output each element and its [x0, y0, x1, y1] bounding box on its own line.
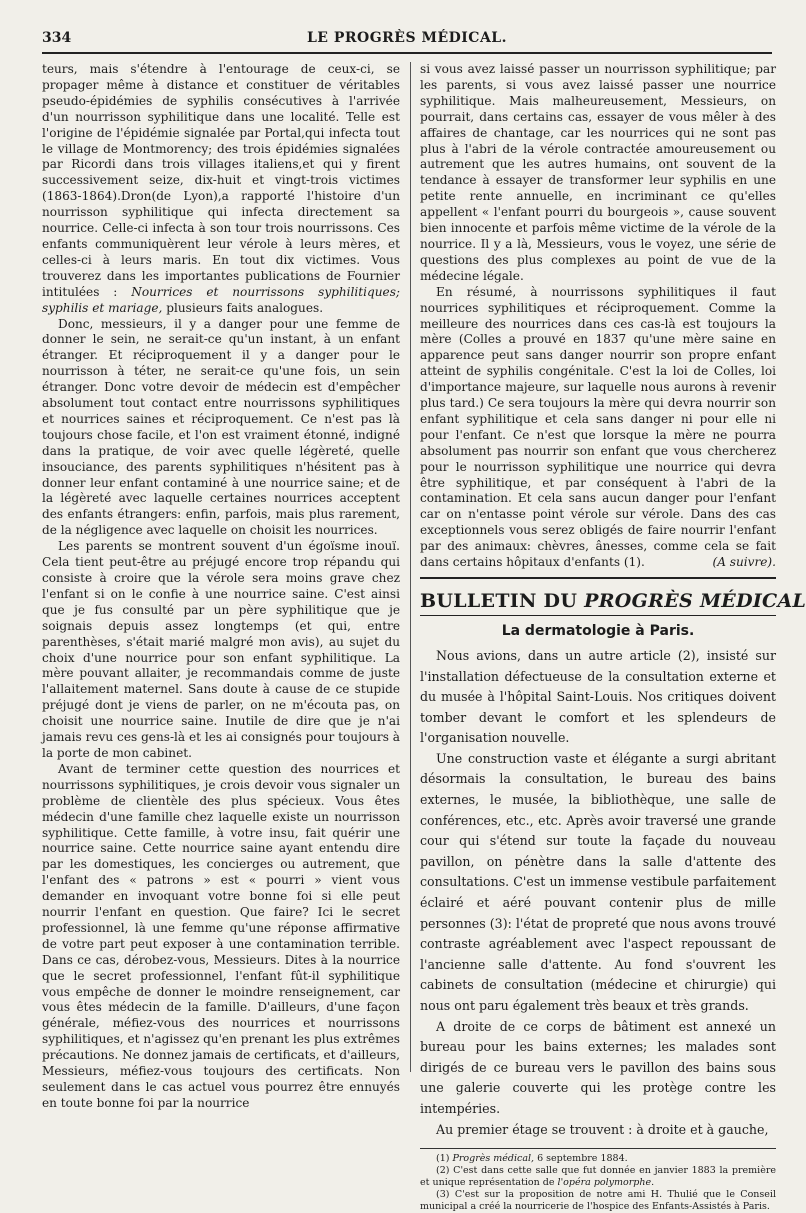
bulletin-heading-part: PROGRÈS MÉDICAL — [584, 590, 806, 612]
article-body — [420, 646, 776, 1140]
page-number: 334 — [42, 30, 72, 46]
paragraph: Donc, messieurs, il y a danger pour une femme de donner le sein, ne serait-ce qu'un instant, à un enfant étranger. Et réciproquement il y a danger pour le nourrisson à téter, ne serait-ce qu'une fois, un sein étranger. Donc votre devoir de médecin est d'empêcher absolument tout contact entre nourrissons syphilitiques et nourrices saines et réciproquement. Ce n'est pas là toujours chose facile, et l'on est vraiment étonné, indigné dans la pratique, de voir avec quelle légèreté, quelle insouciance, des parents syphilitiques n'hésitent pas à donner leur enfant contaminé à une nourrice saine; et de la légèreté avec laquelle certaines nourrices acceptent des enfants étrangers: enfin, parfois, mais plus rarement, de la négligence avec laquelle on choisit les nourrices. — [42, 316, 400, 538]
text-run: teurs, mais s'étendre à l'entourage de ceux-ci, se propager même à distance et constituer de véritables pseudo-épidémies de syphilis consécutives à l'arrivée d'un nourrisson syphilitique dans une localité. Telle est l'origine de l'épidémie signalée par Portal,qui infecta tout le village de Montmorency; des trois épidémies signalées par Ricordi dans trois villages italiens,et qui y firent successivement seize, dix-huit et vingt-trois victimes (1863-1864).Dron(de Lyon),a rapporté l'histoire d'un nourrisson syphilitique qui infecta directement sa nourrice. Celle-ci infecta à son tour trois nourrissons. Ces enfants communiquèrent leur vérole à leurs mères, et celles-ci à leurs maris. En tout dix victimes. Vous trouverez dans les importantes publications de Fournier intitulées : — [42, 62, 400, 299]
article-title: La dermatologie à Paris. — [501, 623, 695, 639]
paragraph: Une construction vaste et élégante a surgi abritant désormais la consultation, le bureau des bains externes, le musée, la bibliothèque, une salle de conférences, etc., etc. Après avoir traversé une grande cour qui s'étend sur toute la façade du nouveau pavillon, on pénètre dans la salle d'attente des consultations. C'est un immense vestibule parfaitement éclairé et aéré pouvant contenir plus de mille personnes (3): l'état de propreté que nous avons trouvé contraste agréablement avec l'aspect repoussant de l'ancienne salle d'attente. Au fond s'ouvrent les cabinets de consultation (médecine et chirurgie) qui nous ont paru également très beaux et très grands. — [420, 750, 776, 1013]
paragraph: si vous avez laissé passer un nourrisson syphilitique; par les parents, si vous avez laissé passer une nourrice syphilitique. Mais malheureusement, Messieurs, on pourrait, dans certains cas, essayer de vous mêler à des affaires de chantage, car les nourrices qui ne sont pas plus à l'abri de la vérole contractée amoureusement ou autrement que les autres humains, ont souvent de la tendance à essayer de transformer leur syphilis en une petite rente annuelle, en incriminant ce qu'elles appellent « l'enfant pourri du bourgeois », cause souvent bien innocente et parfois même victime de la vérole de la nourrice. Il y a là, Messieurs, vous le voyez, une série de questions des plus complexes au point de vue de la médecine légale. — [420, 62, 776, 283]
bulletin-heading-part: BULLETIN DU — [420, 590, 585, 612]
text-run: (1) — [436, 1153, 453, 1165]
section-separator — [420, 577, 776, 579]
to-be-continued: (A suivre). — [712, 555, 776, 570]
paragraph: Nous avions, dans un autre article (2), insisté sur l'installation défectueuse de la consultation externe et du musée à l'hôpital Saint-Louis. Nos critiques doivent tomber devant le comfort et les splendeurs de l'organisation nouvelle. — [420, 647, 776, 746]
column-divider — [410, 62, 411, 1072]
paragraph: A droite de ce corps de bâtiment est annexé un bureau pour les bains externes; les malades sont dirigés de ce bureau vers le pavillon des bains sous une galerie couverte qui les protège contre les intempéries. — [420, 1018, 776, 1116]
footnote: (3) C'est sur la proposition de notre ami H. Thulié que le Conseil municipal a créé la nourricerie de l'hospice des Enfants-Assistés à Paris. — [420, 1189, 776, 1213]
footnote — [420, 1165, 776, 1189]
text-run: (2) C'est dans cette salle que fut donnée en janvier 1883 la première et unique représentation de — [420, 1165, 776, 1189]
book-title: Nourrices et nourrissons syphilitiques; syphilis et mariage, — [42, 284, 400, 315]
paragraph — [420, 285, 776, 571]
text-run: Progrès médical, — [452, 1153, 535, 1165]
paragraph — [42, 62, 400, 317]
text-run: plusieurs faits analogues. — [166, 300, 324, 315]
bulletin-heading — [420, 589, 806, 616]
paragraph: Avant de terminer cette question des nourrices et nourrissons syphilitiques, je crois devoir vous signaler un problème de clientèle des plus spécieux. Vous êtes médecin d'une famille chez laquelle existe un nourrisson syphilitique. Cette famille, à votre insu, fait quérir une nourrice saine. Cette nourrice saine ayant entendu dire par les domestiques, les concierges ou autrement, que l'enfant des « patrons » est « pourri » vient vous demander en invoquant votre bonne foi si elle peut nourrir l'enfant en question. Que faire? Ici le secret professionnel, là une femme qu'une réponse affirmative de votre part peut exposer à une contamination terrible. Dans ce cas, dérobez-vous, Messieurs. Dites à la nourrice que le secret professionnel, l'enfant fût-il syphilitique vous empêche de donner le moindre renseignement, car vous êtes médecin de la famille. D'ailleurs, d'une façon générale, méfiez-vous des nourrices et nourrissons syphilitiques, et n'agissez qu'en prenant les plus extrêmes précautions. Ne donnez jamais de certificats, et d'ailleurs, Messieurs, méfiez-vous toujours des certificats. Non seulement dans le cas actuel vous pourrez être ennuyés en toute bonne foi par la nourrice — [42, 761, 401, 1110]
footnote — [420, 1153, 776, 1165]
left-column — [42, 62, 400, 1112]
right-column — [420, 62, 806, 1213]
text-run: 6 septembre 1884. — [534, 1153, 628, 1165]
paragraph: Les parents se montrent souvent d'un égoïsme inouï. Cela tient peut-être au préjugé encore trop répandu qui consiste à croire que la vérole sera moins grave chez l'enfant si on le confie à une nourrice saine. C'est ainsi que je fus consulté par un père syphilitique que je soignais depuis assez longtemps (et qui, entre parenthèses, s'était marié malgré mon avis), au sujet du choix d'une nourrice pour son enfant syphilitique. La mère pouvant allaiter, je recommandais comme de juste l'allaitement maternel. Sans doute à cause de ce stupide préjugé dont je viens de parler, on ne m'écouta pas, on choisit une nourrice saine. Inutile de dire que je n'ai jamais revu ces gens-là et les ai consignés pour toujours à la porte de mon cabinet. — [42, 539, 400, 760]
text-run: l'opéra polymorphe. — [557, 1177, 655, 1189]
page-header — [42, 26, 772, 54]
text-run: En résumé, à nourrissons syphilitiques il faut nourrices syphilitiques et réciproquement. Comme la meilleure des nourrices dans ces cas-là est toujours la mère (Colles a prouvé en 1837 qu'une mère saine en apparence peut sans danger nourrir son propre enfant atteint de syphilis congénitale. C'est la loi de Colles, loi d'importance majeure, sur laquelle nous aurons à revenir plus tard.) Ce sera toujours la mère qui devra nourrir son enfant syphilitique et cela sans danger ni pour elle ni pour l'enfant. Ce n'est que lorsque la mère ne pourra absolument pas nourrir son enfant que vous chercherez pour le nourrisson syphilitique une nourrice qui devra être syphilitique, et par conséquent à l'abri de la contamination. Et cela sans aucun danger pour l'enfant car on n'entasse point vérole sur vérole. Dans des cas exceptionnels vous serez obligés de faire nourrir l'enfant par des animaux: chèvres, ânesses, comme cela se fait dans certains hôpitaux d'enfants (1). — [420, 284, 776, 570]
paragraph: Au premier étage se trouvent : à droite et à gauche, — [436, 1121, 769, 1137]
footnote-rule — [420, 1148, 776, 1149]
running-title: LE PROGRÈS MÉDICAL. — [306, 30, 508, 46]
